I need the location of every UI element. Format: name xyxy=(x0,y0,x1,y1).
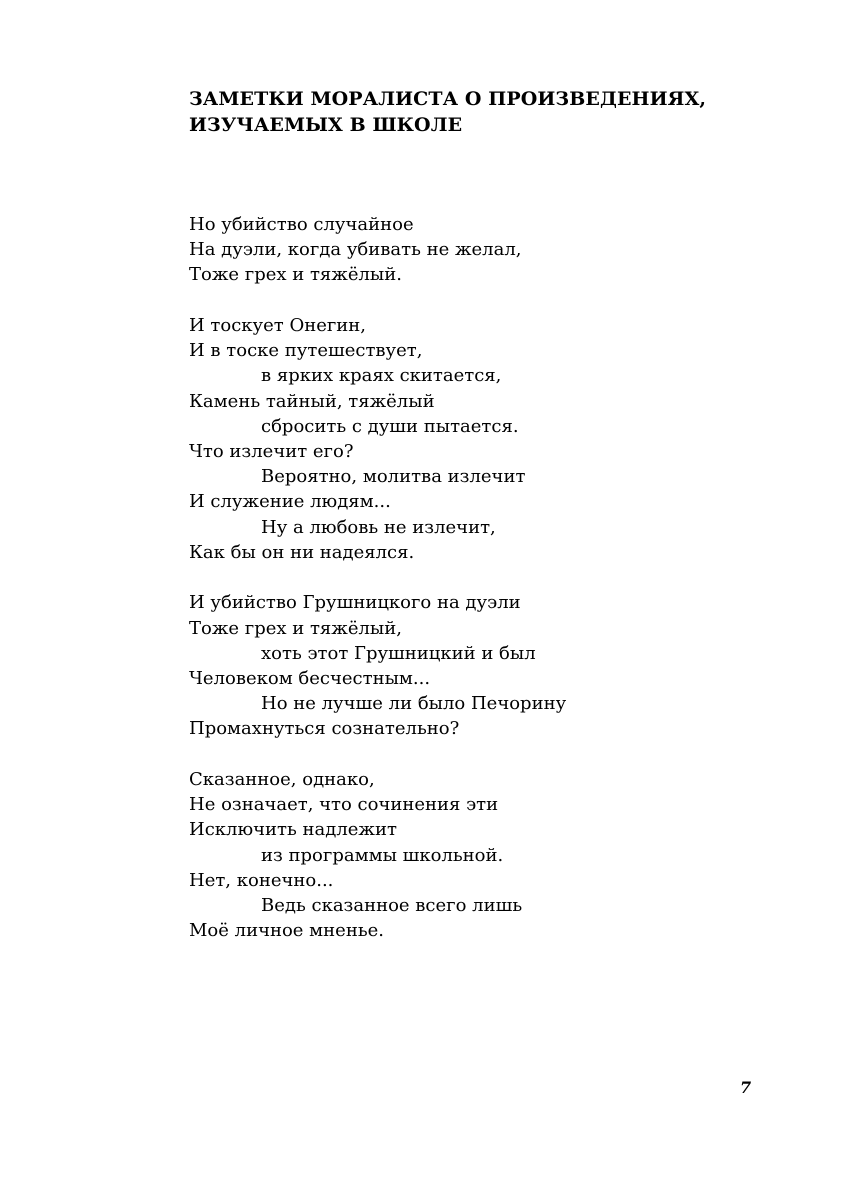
verse-line: Не означает, что сочинения эти xyxy=(189,794,499,816)
page-title xyxy=(189,86,789,138)
verse-line: Человеком бесчестным... xyxy=(189,668,431,690)
verse-line-indented: хоть этот Грушницкий и был xyxy=(261,642,536,664)
poem-body xyxy=(189,212,749,969)
verse-line: Что излечит его? xyxy=(189,441,354,463)
verse-line: На дуэли, когда убивать не желал, xyxy=(189,239,522,261)
verse-line-indented: в ярких краях скитается, xyxy=(261,365,502,387)
stanza xyxy=(189,212,749,288)
verse-line: И в тоске путешествует, xyxy=(189,340,423,362)
verse-line-indented: Ну а любовь не излечит, xyxy=(261,516,496,538)
verse-line: Как бы он ни надеялся. xyxy=(189,541,415,563)
verse-line: И тоскует Онегин, xyxy=(189,315,367,336)
verse-line: Тоже грех и тяжёлый, xyxy=(189,617,402,639)
verse-line: Исключить надлежит xyxy=(189,819,397,841)
page-number: 7 xyxy=(740,1078,752,1097)
verse-line: Моё личное мненье. xyxy=(189,920,385,942)
title-line: ИЗУЧАЕМЫХ В ШКОЛЕ xyxy=(189,114,463,136)
verse-line: Нет, конечно... xyxy=(189,869,334,891)
title-line: ЗАМЕТКИ МОРАЛИСТА О ПРОИЗВЕДЕНИЯХ, xyxy=(189,88,707,110)
verse-line: Тоже грех и тяжёлый. xyxy=(189,264,402,286)
verse-line-indented: из программы школьной. xyxy=(261,844,504,866)
verse-line: И служение людям... xyxy=(189,491,391,513)
verse-line: Промахнуться сознательно? xyxy=(189,718,460,740)
verse-line: Но убийство случайное xyxy=(189,214,414,235)
verse-line-indented: Но не лучше ли было Печорину xyxy=(261,693,567,715)
verse-line: Сказанное, однако, xyxy=(189,769,375,791)
stanza xyxy=(189,767,749,943)
stanza xyxy=(189,313,749,565)
verse-line: И убийство Грушницкого на дуэли xyxy=(189,592,521,614)
verse-line: Камень тайный, тяжёлый xyxy=(189,390,435,412)
stanza xyxy=(189,590,749,741)
verse-line-indented: сбросить с души пытается. xyxy=(261,415,519,437)
verse-line-indented: Вероятно, молитва излечит xyxy=(261,466,526,488)
verse-line-indented: Ведь сказанное всего лишь xyxy=(261,895,523,917)
